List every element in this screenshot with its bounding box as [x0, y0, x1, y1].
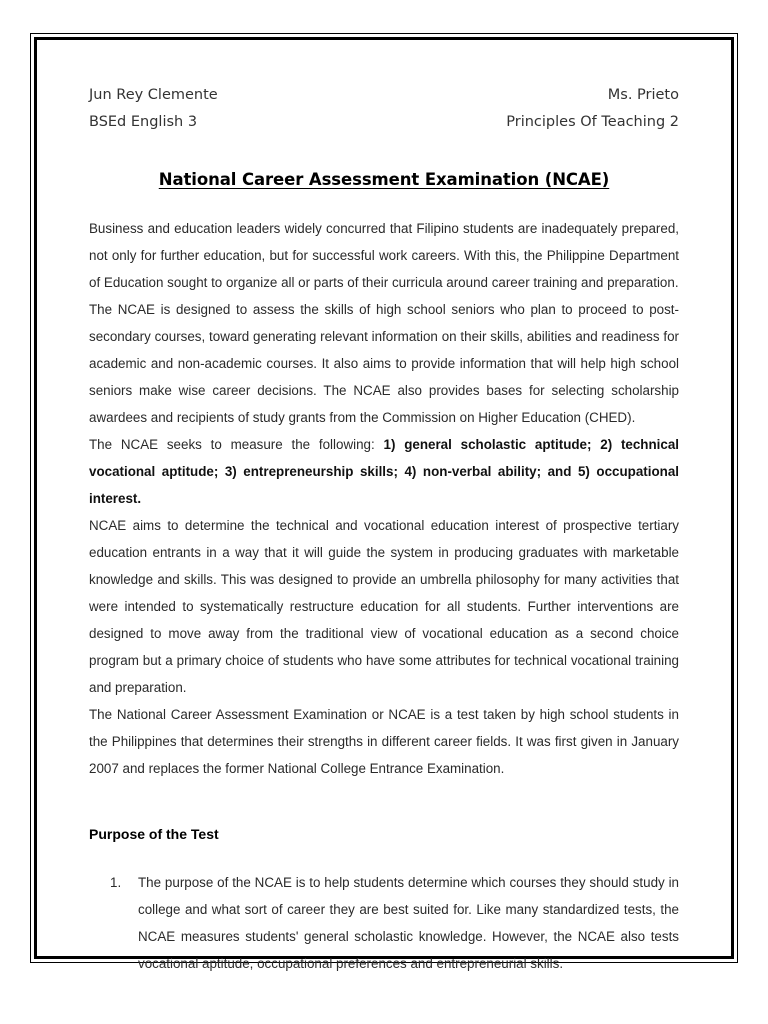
paragraph-3: [89, 431, 679, 512]
list-item-text: The purpose of the NCAE is to help students determine which courses they should study in college and what sort of career they are best suited for. Like many standardized tests, the NCAE measures students' general scholastic knowledge. However, the NCAE also tests vocational aptitude, occupational preferences and entrepreneurial skills.: [138, 875, 679, 971]
paragraph-5: The National Career Assessment Examination or NCAE is a test taken by high school students in the Philippines that determines their strengths in different career fields. It was first given in January 2007 and replaces the former National College Entrance Examination.: [89, 707, 679, 776]
student-name: Jun Rey Clemente: [89, 87, 218, 103]
purpose-list: [89, 869, 679, 977]
list-item-marker: 1.: [110, 875, 122, 890]
document-header: [89, 82, 679, 136]
page-title: [89, 170, 679, 189]
paragraph-1: Business and education leaders widely concurred that Filipino students are inadequately prepared, not only for further education, but for successful work careers. With this, the Philippine Department of Education sought to organize all or parts of their curricula around career training and preparation.: [89, 221, 679, 290]
subject-name: Principles Of Teaching 2: [506, 114, 679, 130]
page-title-text: National Career Assessment Examination (NCAE): [158, 170, 610, 189]
document-body: [89, 215, 679, 782]
document-content: [89, 82, 679, 977]
paragraph-2: The NCAE is designed to assess the skills of high school seniors who plan to proceed to post-secondary courses, toward generating relevant information on their skills, abilities and readiness for academic and non-academic courses. It also aims to provide information that will help high school seniors make wise career decisions. The NCAE also provides bases for selecting scholarship awardees and recipients of study grants from the Commission on Higher Education (CHED).: [89, 302, 679, 425]
section-heading-purpose: Purpose of the Test: [89, 826, 219, 842]
course-program: BSEd English 3: [89, 114, 198, 130]
header-row-2: [89, 109, 679, 136]
list-item: [89, 869, 679, 977]
instructor-name: Ms. Prieto: [607, 87, 679, 103]
header-row-1: [89, 82, 679, 109]
paragraph-3-lead: The NCAE seeks to measure the following:: [89, 437, 384, 452]
paragraph-4: NCAE aims to determine the technical and vocational education interest of prospective tertiary education entrants in a way that it will guide the system in producing graduates with marketable knowledge and skills. This was designed to provide an umbrella philosophy for many activities that were intended to systematically restructure education for all students. Further interventions are designed to move away from the traditional view of vocational education as a second choice program but a primary choice of students who have some attributes for technical vocational training and preparation.: [89, 518, 679, 695]
paragraph-3-measures-bold: 1) general scholastic aptitude; 2) technical vocational aptitude; 3) entrepreneurship skills; 4) non-verbal ability; and 5) occupational interest.: [89, 437, 679, 506]
